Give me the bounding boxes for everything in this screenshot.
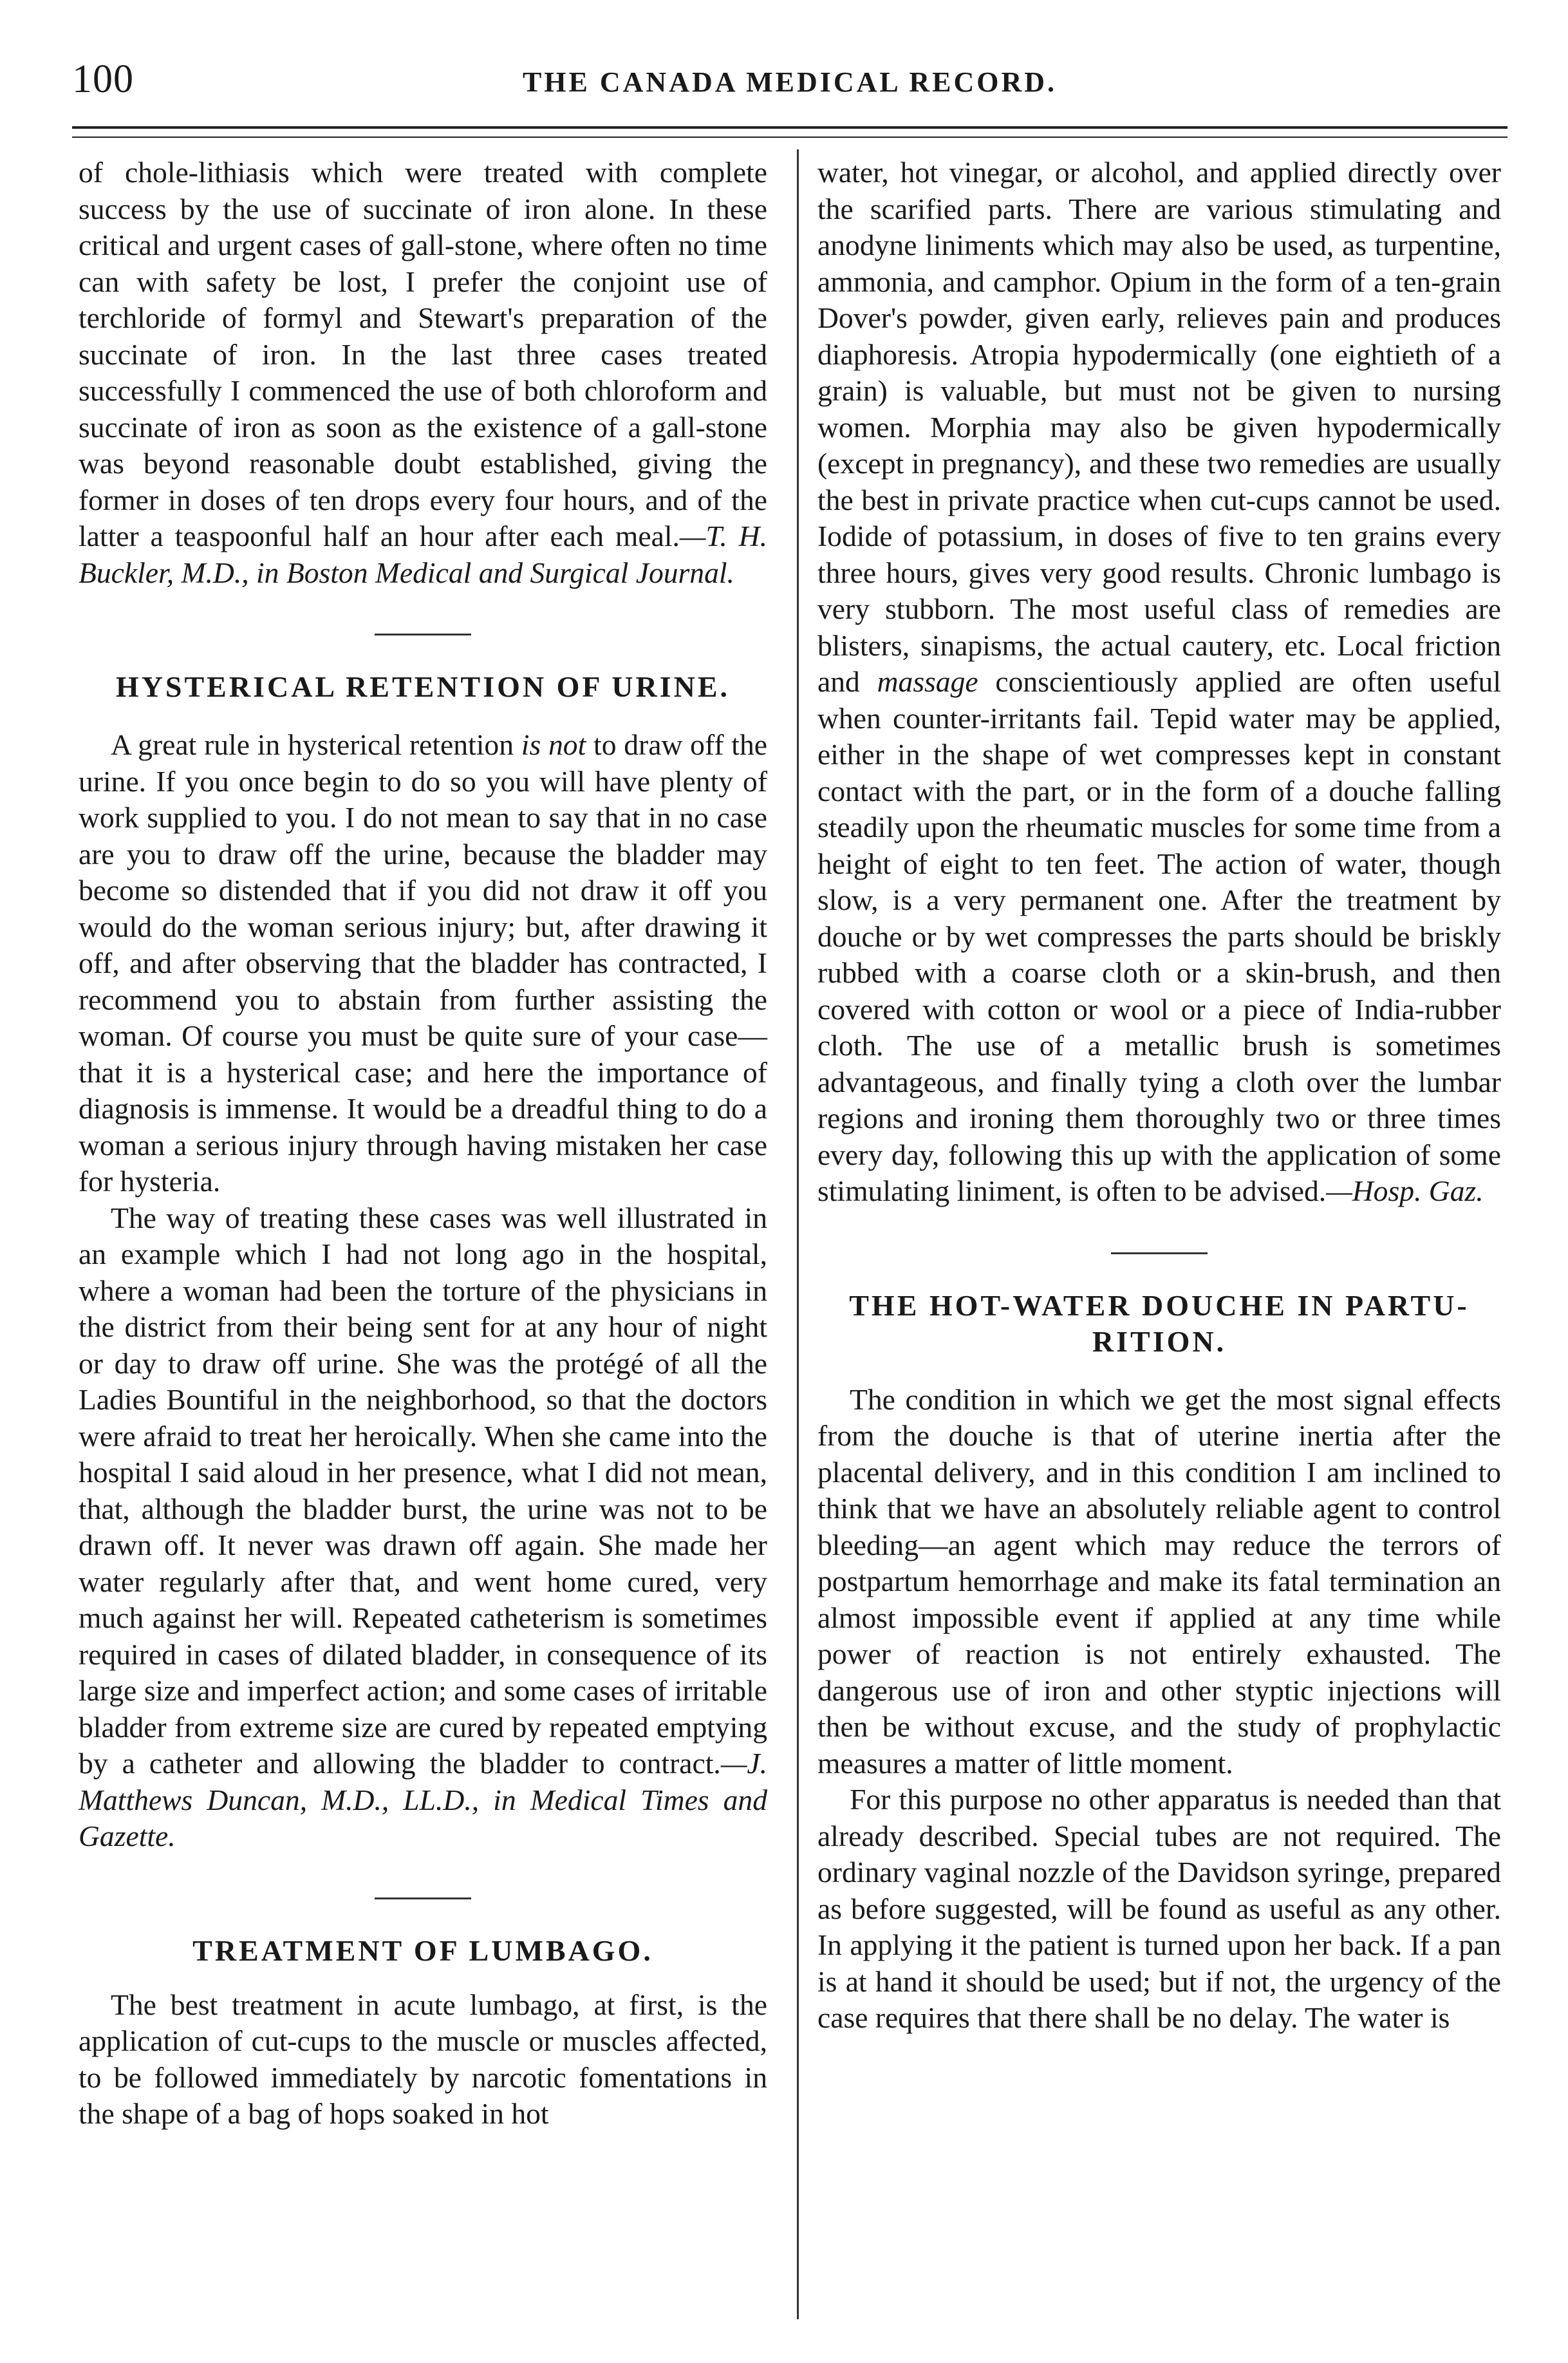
article-citation: —J. Matthews Duncan, M.D., LL.D., in Medical Times and Gazette. xyxy=(79,1747,767,1852)
heading-line: THE HOT-WATER DOUCHE IN PARTU- xyxy=(849,1288,1470,1322)
article-heading-hot-water-douche xyxy=(817,1288,1501,1360)
emphasis-text: is not xyxy=(521,728,586,761)
article-paragraph xyxy=(79,1200,767,1855)
page-number: 100 xyxy=(72,57,134,101)
article-citation: —Hosp. Gaz. xyxy=(1326,1174,1484,1207)
article-heading-lumbago: TREATMENT OF LUMBAGO. xyxy=(192,1934,653,1967)
continuation-citation: —T. H. Buckler, M.D., in Boston Medical and Surgical Journal. xyxy=(79,520,768,589)
continuation-paragraph xyxy=(79,155,767,591)
article-paragraph: The best treatment in acute lumbago, at first, is the application of cut-cups to the muscle or muscles affected, to be followed immediately by narcotic fomentations in the shape of a bag of hops soaked in hot xyxy=(79,1988,767,2130)
left-column xyxy=(79,155,767,2132)
article-paragraph xyxy=(79,727,767,1200)
paragraph-text: to draw off the urine. If you once begin to do so you will have plenty of work supplied to you. I do not mean to say that in no case are you to draw off the urine, because the bladder may become so distended that if you did not draw it off you would do the woman serious injury; but, after drawing it off, and after observing that the bladder has contracted, I recommend you to abstain from further assisting the woman. Of course you must be quite sure of your case—that it is a hysterical case; and here the importance of diagnosis is immense. It would be a dreadful thing to do a woman a serious injury through having mistaken her case for hysteria. xyxy=(79,728,767,1198)
paragraph-text: A great rule in hysterical retention xyxy=(111,728,521,761)
emphasis-text: massage xyxy=(877,665,978,698)
running-title: THE CANADA MEDICAL RECORD. xyxy=(522,66,1058,98)
lumbago-continuation-paragraph xyxy=(817,155,1501,1210)
column-divider xyxy=(797,149,799,2319)
article-heading-hysterical-retention: HYSTERICAL RETENTION OF URINE. xyxy=(115,670,731,703)
article-paragraph: For this purpose no other apparatus is needed than that already described. Special tubes are not required. The ordinary vaginal nozzle of the Davidson syringe, prepared as before suggested, will be found as useful as any other. In applying it the patient is turned upon her back. If a pan is at hand it should be used; but if not, the urgency of the case requires that there shall be no delay. The water is xyxy=(817,1783,1501,2034)
continuation-text: of chole-lithiasis which were treated with complete success by the use of succinate of iron alone. In these critical and urgent cases of gall-stone, where often no time can with safety be lost, I prefer the conjoint use of terchloride of formyl and Stewart's preparation of the succinate of iron. In the last three cases treated successfully I commenced the use of both chloroform and succinate of iron as soon as the existence of a gall-stone was beyond reasonable doubt established, giving the former in doses of ten drops every four hours, and of the latter a teaspoonful half an hour after each meal. xyxy=(79,156,767,552)
header-rule-upper xyxy=(72,126,1507,129)
page-header xyxy=(72,50,1507,108)
paragraph-text: water, hot vinegar, or alcohol, and applied directly over the scarified parts. There are various stimulating and anodyne liniments which may also be used, as turpentine, ammonia, and camphor. Opium in the form of a ten-grain Dover's powder, given early, relieves pain and produces diaphoresis. Atropia hypodermically (one eightieth of a grain) is valuable, but must not be given to nursing women. Morphia may also be given hypodermically (except in pregnancy), and these two remedies are usually the best in private practice when cut-cups cannot be used. Iodide of potassium, in doses of five to ten grains every three hours, gives very good results. Chronic lumbago is very stubborn. The most useful class of remedies are blisters, sinapisms, the actual cautery, etc. Local friction and xyxy=(817,156,1501,698)
paragraph-text: conscientiously applied are often useful when counter-irritants fail. Tepid water may be applied, either in the shape of wet compresses kept in constant contact with the part, or in the form of a douche falling steadily upon the rheumatic muscles for some time from a height of eight to ten feet. The action of water, though slow, is a very permanent one. After the treatment by douche or by wet compresses the parts should be briskly rubbed with a coarse cloth or a skin-brush, and then covered with cotton or wool or a piece of India-rubber cloth. The use of a metallic brush is sometimes advantageous, and finally tying a cloth over the lumbar regions and ironing them thoroughly two or three times every day, following this up with the application of some stimulating liniment, is often to be advised. xyxy=(817,665,1501,1207)
heading-line: RITION. xyxy=(1092,1324,1227,1358)
article-paragraph: The condition in which we get the most signal effects from the douche is that of uterine inertia after the placental delivery, and in this condition I am inclined to think that we have an absolutely reliable agent to control bleeding—an agent which may reduce the terrors of postpartum hemorrhage and make its fatal termination an almost impossible event if applied at any time while power of reaction is not entirely exhausted. The dangerous use of iron and other styptic injections will then be without excuse, and the study of prophylactic measures a matter of little moment. xyxy=(817,1382,1501,1780)
right-column xyxy=(817,155,1501,2037)
paragraph-text: The way of treating these cases was well illustrated in an example which I had not long ago in the hospital, where a woman had been the torture of the physicians in the district from their being sent for at any hour of night or day to draw off urine. She was the protégé of all the Ladies Bountiful in the neighborhood, so that the doctors were afraid to treat her heroically. When she came into the hospital I said aloud in her presence, what I did not mean, that, although the bladder burst, the urine was not to be drawn off. It never was drawn off again. She made her water regularly after that, and went home cured, very much against her will. Repeated catheterism is sometimes required in cases of dilated bladder, in consequence of its large size and imperfect action; and some cases of irritable bladder from extreme size are cured by repeated emptying by a catheter and allowing the bladder to contract. xyxy=(79,1201,767,1780)
header-rule-lower xyxy=(72,137,1507,138)
